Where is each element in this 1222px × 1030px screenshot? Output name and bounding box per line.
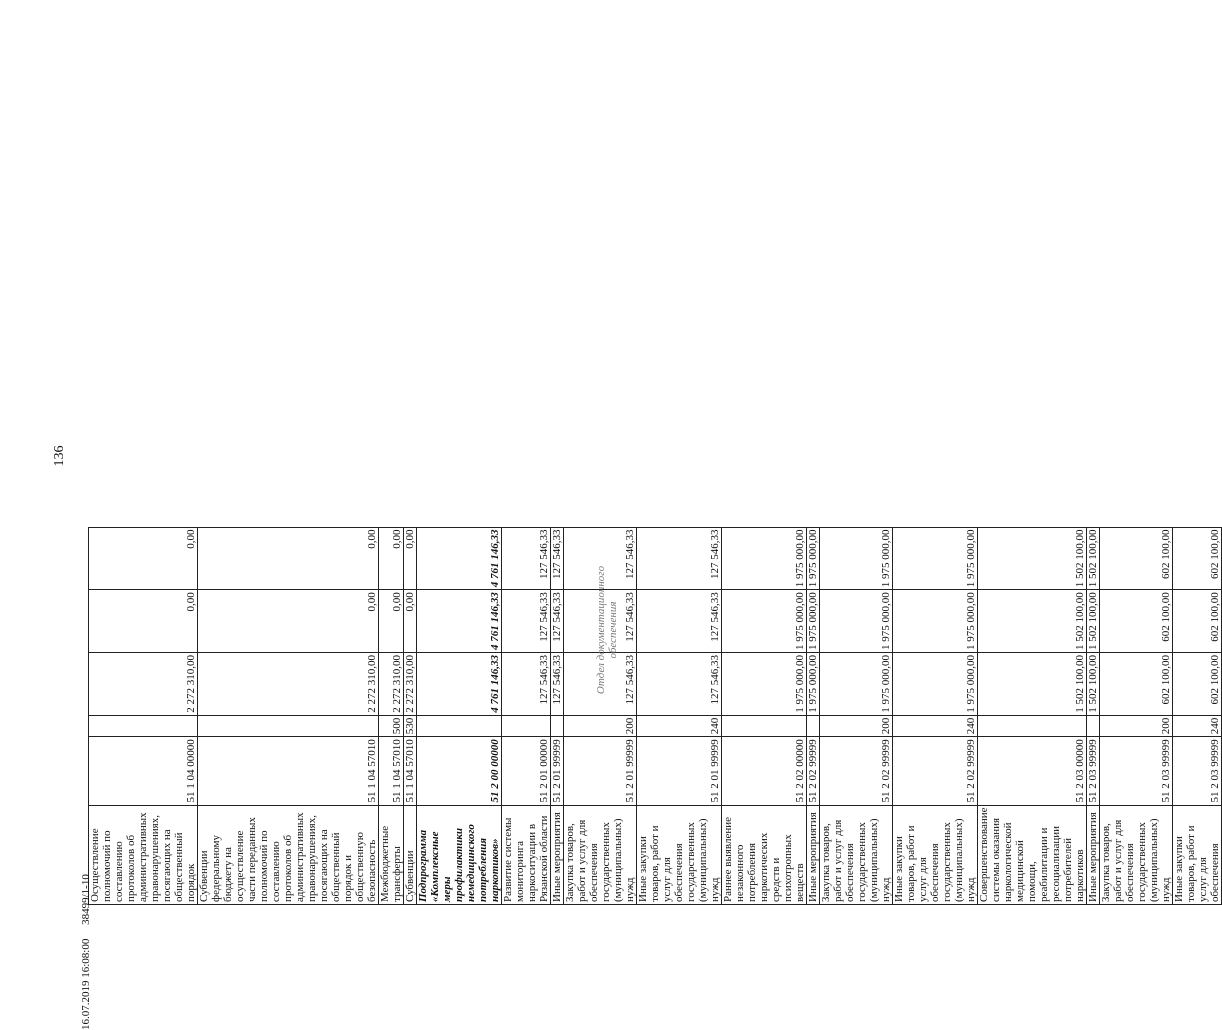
table-row <box>893 527 978 904</box>
row-name: Субвенции <box>404 805 417 904</box>
row-value-2: 1 975 000,00 <box>820 590 893 653</box>
row-name: Иные мероприятия <box>807 805 820 904</box>
row-name: Осуществление полномочий по составлению протоколов об административных правонарушениях, посягающих на общественный порядок <box>89 805 198 904</box>
row-value-3: 0,00 <box>404 527 417 590</box>
row-value-3: 1 975 000,00 <box>820 527 893 590</box>
row-value-3: 0,00 <box>89 527 198 590</box>
row-value-3: 1 975 000,00 <box>893 527 978 590</box>
row-value-1: 1 502 100,00 <box>1087 653 1100 716</box>
table-row <box>1100 527 1173 904</box>
row-value-1: 2 272 310,00 <box>379 653 404 716</box>
row-value-2: 1 502 100,00 <box>978 590 1087 653</box>
page-number: 136 <box>52 445 67 467</box>
table-row <box>1173 527 1222 904</box>
row-code: 51 2 02 99999 <box>820 737 893 805</box>
row-name: Иные мероприятия <box>551 805 564 904</box>
row-vr <box>722 715 807 737</box>
row-name: Совершенствование системы оказания наркологической медицинской помощи, реабилитации и ресоциализации потребителей наркотиков <box>978 805 1087 904</box>
row-value-2: 0,00 <box>89 590 198 653</box>
row-code: 51 2 01 99999 <box>564 737 637 805</box>
stamp-line-2: обеспечения <box>607 601 619 659</box>
row-name: Закупка товаров, работ и услуг для обеспечения государственных (муниципальных) нужд <box>564 805 637 904</box>
row-value-3: 127 546,33 <box>551 527 564 590</box>
row-code: 51 2 02 99999 <box>893 737 978 805</box>
row-vr <box>198 715 379 737</box>
row-vr <box>1087 715 1100 737</box>
row-name: Субвенции федеральному бюджету на осуществление части переданных полномочий по составлению протоколов об административных правонарушениях, посягающих на общественный порядок и общественную безопасность <box>198 805 379 904</box>
row-value-2: 1 975 000,00 <box>807 590 820 653</box>
row-value-3: 602 100,00 <box>1100 527 1173 590</box>
department-stamp <box>595 520 635 740</box>
row-value-1: 2 272 310,00 <box>198 653 379 716</box>
row-value-3: 1 502 100,00 <box>1087 527 1100 590</box>
row-code: 51 2 02 99999 <box>807 737 820 805</box>
row-value-3: 0,00 <box>379 527 404 590</box>
footer <box>80 830 140 1030</box>
row-value-1: 4 761 146,33 <box>417 653 502 716</box>
row-value-2: 127 546,33 <box>551 590 564 653</box>
row-vr: 240 <box>893 715 978 737</box>
table-row <box>1087 527 1100 904</box>
footer-text <box>80 830 92 1030</box>
row-code: 51 2 03 99999 <box>1173 737 1222 805</box>
row-value-2: 1 975 000,00 <box>893 590 978 653</box>
table-row <box>404 527 417 904</box>
row-code: 51 1 04 57010 <box>379 737 404 805</box>
row-name: Иные мероприятия <box>1087 805 1100 904</box>
row-vr <box>417 715 502 737</box>
row-value-1: 1 975 000,00 <box>722 653 807 716</box>
row-vr: 530 <box>404 715 417 737</box>
row-code: 51 2 03 00000 <box>978 737 1087 805</box>
row-code: 51 1 04 00000 <box>89 737 198 805</box>
row-value-2: 602 100,00 <box>1173 590 1222 653</box>
stamp-text <box>595 520 619 740</box>
row-code: 51 2 01 99999 <box>551 737 564 805</box>
row-vr <box>551 715 564 737</box>
row-value-2: 127 546,33 <box>502 590 551 653</box>
row-value-3: 127 546,33 <box>564 527 637 590</box>
row-value-2: 602 100,00 <box>1100 590 1173 653</box>
table-row <box>551 527 564 904</box>
row-vr: 500 <box>379 715 404 737</box>
row-code: 51 2 03 99999 <box>1100 737 1173 805</box>
row-value-3: 0,00 <box>198 527 379 590</box>
row-value-1: 1 975 000,00 <box>807 653 820 716</box>
row-value-2: 127 546,33 <box>637 590 722 653</box>
row-code: 51 2 03 99999 <box>1087 737 1100 805</box>
table-row <box>807 527 820 904</box>
row-value-3: 1 975 000,00 <box>807 527 820 590</box>
row-value-1: 127 546,33 <box>564 653 637 716</box>
row-code: 51 2 01 00000 <box>502 737 551 805</box>
row-value-1: 127 546,33 <box>502 653 551 716</box>
table-row <box>637 527 722 904</box>
table-row <box>502 527 551 904</box>
row-name: Закупка товаров, работ и услуг для обеспечения государственных (муниципальных) нужд <box>820 805 893 904</box>
row-value-1: 2 272 310,00 <box>404 653 417 716</box>
row-value-3: 127 546,33 <box>637 527 722 590</box>
row-value-2: 1 502 100,00 <box>1087 590 1100 653</box>
row-code: 51 2 01 99999 <box>637 737 722 805</box>
row-vr <box>89 715 198 737</box>
row-value-2: 4 761 146,33 <box>417 590 502 653</box>
row-value-2: 0,00 <box>404 590 417 653</box>
row-value-3: 1 975 000,00 <box>722 527 807 590</box>
footer-timestamp: 16.07.2019 16:08:00 <box>80 938 92 1030</box>
row-name: Иные закупки товаров, работ и услуг для обеспечения государственных (муниципальных) нужд <box>893 805 978 904</box>
row-value-1: 602 100,00 <box>1100 653 1173 716</box>
row-value-1: 127 546,33 <box>637 653 722 716</box>
table-row <box>379 527 404 904</box>
table-row <box>820 527 893 904</box>
stamp-line-1: Отдел документационного <box>595 565 607 695</box>
row-name: Подпрограмма «Комплексные меры профилактики немедицинского потребления наркотиков» <box>417 805 502 904</box>
row-vr: 200 <box>820 715 893 737</box>
row-value-1: 127 546,33 <box>551 653 564 716</box>
row-vr <box>502 715 551 737</box>
row-value-2: 0,00 <box>379 590 404 653</box>
row-name: Межбюджетные трансферты <box>379 805 404 904</box>
row-value-1: 1 975 000,00 <box>820 653 893 716</box>
row-name: Закупка товаров, работ и услуг для обеспечения государственных (муниципальных) нужд <box>1100 805 1173 904</box>
footer-doc-id: 38499/1-10 <box>80 874 92 925</box>
table-row <box>722 527 807 904</box>
row-vr: 200 <box>1100 715 1173 737</box>
row-name: Иные закупки товаров, работ и услуг для обеспечения государственных (муниципальных) нужд <box>637 805 722 904</box>
table-row <box>978 527 1087 904</box>
table-row <box>417 527 502 904</box>
table-row <box>198 527 379 904</box>
row-value-3: 602 100,00 <box>1173 527 1222 590</box>
row-value-1: 602 100,00 <box>1173 653 1222 716</box>
row-vr <box>807 715 820 737</box>
row-code: 51 1 04 57010 <box>198 737 379 805</box>
row-code: 51 1 04 57010 <box>404 737 417 805</box>
row-value-1: 1 975 000,00 <box>893 653 978 716</box>
row-name: Иные закупки товаров, работ и услуг для обеспечения <box>1173 805 1222 904</box>
row-vr: 240 <box>637 715 722 737</box>
row-vr: 240 <box>1173 715 1222 737</box>
row-value-3: 127 546,33 <box>502 527 551 590</box>
budget-table-body <box>89 527 1222 904</box>
row-value-2: 1 975 000,00 <box>722 590 807 653</box>
row-vr <box>978 715 1087 737</box>
budget-table <box>88 527 1222 905</box>
row-value-3: 4 761 146,33 <box>417 527 502 590</box>
row-vr: 200 <box>564 715 637 737</box>
row-value-1: 2 272 310,00 <box>89 653 198 716</box>
row-value-2: 127 546,33 <box>564 590 637 653</box>
row-value-2: 0,00 <box>198 590 379 653</box>
row-name: Раннее выявление незаконного потребления наркотических средств и психотропных веществ <box>722 805 807 904</box>
row-value-1: 1 502 100,00 <box>978 653 1087 716</box>
row-name: Развитие системы мониторинга наркоситуации в Рязанской области <box>502 805 551 904</box>
row-value-3: 1 502 100,00 <box>978 527 1087 590</box>
row-code: 51 2 00 00000 <box>417 737 502 805</box>
row-code: 51 2 02 00000 <box>722 737 807 805</box>
